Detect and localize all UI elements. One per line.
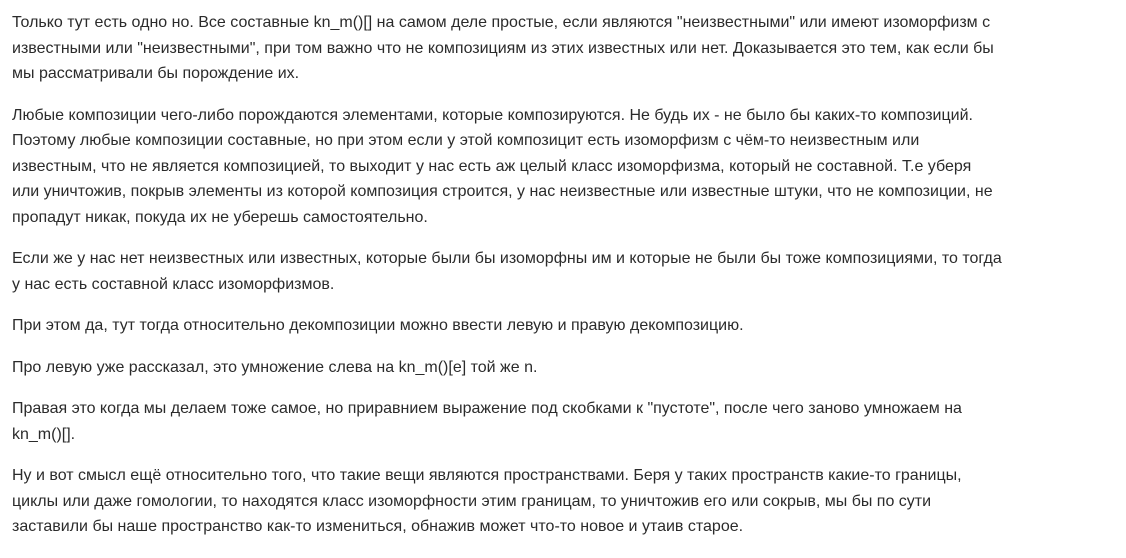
paragraph-1: Только тут есть одно но. Все составные kn_m()[] на самом деле простые, если являются "неизвестными" или имеют изоморфизм с известными или "неизвестными", при том важно что не композициям из этих известных или нет. Доказывается это тем, как если бы мы рассматривали бы порождение их.: [12, 14, 994, 82]
paragraph-6: Правая это когда мы делаем тоже самое, но приравнием выражение под скобками к "пустоте", после чего заново умножаем на kn_m()[].: [12, 400, 962, 443]
paragraph-2: Любые композиции чего-либо порождаются элементами, которые композируются. Не будь их - не было бы каких-то композиций. Поэтому любые композиции составные, но при этом если у этой композицит есть изоморфизм с чём-то неизвестным или известным, что не является композицией, то выходит у нас есть аж целый класс изоморфизма, который не составной. Т.е уберя или уничтожив, покрыв элементы из которой композиция строится, у нас неизвестные или известные штуки, что не композиции, не пропадут никак, покуда их не уберешь самостоятельно.: [12, 106, 993, 226]
paragraph-3: Если же у нас нет неизвестных или известных, которые были бы изоморфны им и которые не были бы тоже композициями, то тогда у нас есть составной класс изоморфизмов.: [12, 250, 1002, 293]
paragraph-7: Ну и вот смысл ещё относительно того, что такие вещи являются пространствами. Беря у таких пространств какие-то границы, циклы или даже гомологии, то находятся класс изоморфности этим границам, то уничтожив его или сокрыв, мы бы по сути заставили бы наше пространство как-то измениться, обнажив может что-то новое и утаив старое.: [12, 467, 962, 535]
paragraph-5: Про левую уже рассказал, это умножение слева на kn_m()[e] той же n.: [12, 358, 538, 376]
paragraph-4: При этом да, тут тогда относительно декомпозиции можно ввести левую и правую декомпозицию.: [12, 317, 744, 334]
document-body: [12, 10, 1002, 556]
